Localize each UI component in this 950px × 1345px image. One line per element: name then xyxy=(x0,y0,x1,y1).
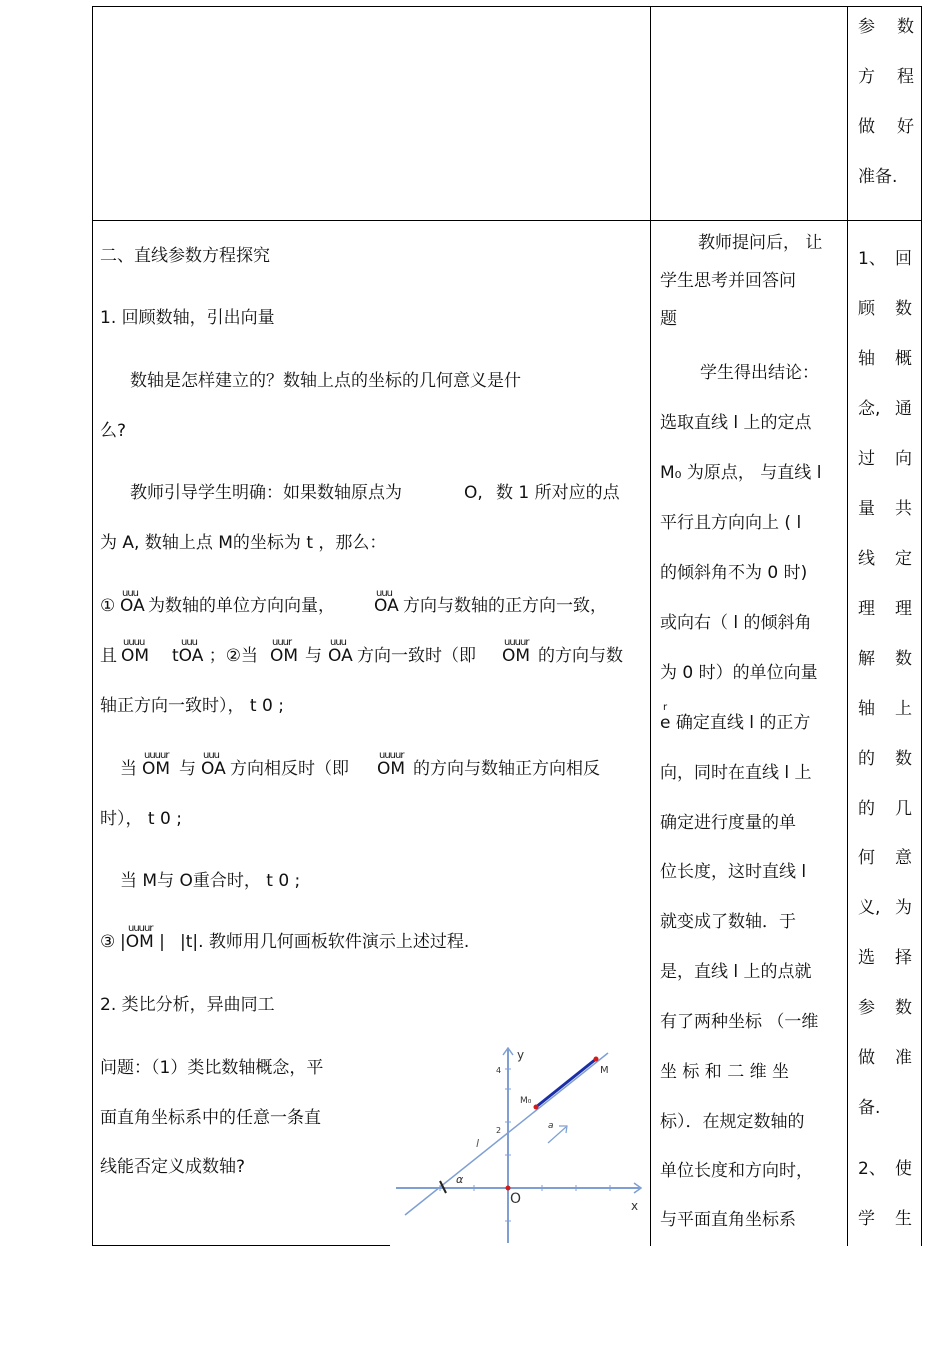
question-line: 数轴是怎样建立的？数轴上点的坐标的几何意义是什 xyxy=(130,371,521,391)
right-col-row: 准 xyxy=(895,1048,912,1068)
table-col-divider-2 xyxy=(847,6,848,1246)
right-col-row: 的 xyxy=(858,799,875,819)
middle-col-line: 或向右（ l 的倾斜角 xyxy=(660,613,812,633)
right-col-row: 2、 xyxy=(858,1159,886,1179)
vector-om: OM xyxy=(121,646,150,666)
subsection-2-heading: 2. 类比分析，异曲同工 xyxy=(100,995,275,1015)
vector-e-mark: r xyxy=(663,702,667,713)
vector-arrow-mark: uuuur xyxy=(128,923,153,934)
middle-col-line: 学生思考并回答问 xyxy=(660,271,796,291)
vector-om: OM xyxy=(377,759,406,779)
right-col-row: 定 xyxy=(895,549,912,569)
problem-line: 问题：（1）类比数轴概念，平 xyxy=(100,1058,324,1078)
vector-om: OM xyxy=(270,646,299,666)
right-col-row: 上 xyxy=(895,699,912,719)
right-col-row: 数 xyxy=(895,299,912,319)
right-col-row: 向 xyxy=(895,449,912,469)
middle-col-line: 向，同时在直线 l 上 xyxy=(660,763,812,783)
problem-line: 线能否定义成数轴? xyxy=(100,1157,246,1177)
origin-label: O xyxy=(510,1191,522,1207)
table-bottom-border xyxy=(92,1245,391,1246)
right-col-row: 理 xyxy=(858,599,875,619)
vector-om: OM xyxy=(502,646,531,666)
axis-ticks xyxy=(440,1069,610,1221)
table-right-border xyxy=(921,6,922,1246)
right-col-row: 数 xyxy=(895,649,912,669)
item-1-text: 轴正方向一致时）， t 0 ; xyxy=(100,696,284,716)
item-2-text: 当 xyxy=(120,759,137,779)
vector-arrow-mark: uuuur xyxy=(144,750,169,761)
right-col-row: 生 xyxy=(895,1209,912,1229)
middle-col-line: 与平面直角坐标系 xyxy=(660,1210,796,1230)
right-col-row: 1、 xyxy=(858,249,886,269)
angle-alpha-label: α xyxy=(456,1173,464,1186)
point-m0-label: M₀ xyxy=(520,1096,532,1106)
point-origin xyxy=(506,1186,511,1191)
middle-col-line: 教师提问后， 让 xyxy=(698,233,823,253)
line-l xyxy=(405,1053,608,1215)
middle-col-line: 单位长度和方向时， xyxy=(660,1161,813,1181)
vector-arrow-mark: uuuu xyxy=(123,637,145,648)
middle-col-line: 选取直线 l 上的定点 xyxy=(660,413,812,433)
right-col-row: 的 xyxy=(858,749,875,769)
table-col-divider-1 xyxy=(650,6,651,1246)
x-axis-label: x xyxy=(631,1199,639,1213)
vector-arrow-mark: uuu xyxy=(181,637,198,648)
guide-line: 数 1 所对应的点 xyxy=(496,483,620,503)
section-title: 二、直线参数方程探究 xyxy=(100,246,270,266)
point-m-label: M xyxy=(600,1065,609,1076)
line-l-label: l xyxy=(476,1137,480,1150)
segment-m0-m xyxy=(536,1059,596,1107)
table-top-border xyxy=(92,6,922,7)
right-col-row: 通 xyxy=(895,399,912,419)
right-col-row: 数 xyxy=(895,998,912,1018)
right-col-row: 何 xyxy=(858,848,875,868)
item-4-text: |t|. 教师用几何画板软件演示上述过程. xyxy=(180,932,470,952)
middle-col-line: M₀ 为原点， 与直线 l xyxy=(660,463,822,483)
middle-col-line: 标）．在规定数轴的 xyxy=(660,1112,805,1132)
right-col-row: 解 xyxy=(858,649,875,669)
table-left-border xyxy=(92,6,93,1246)
right-col-row: 共 xyxy=(895,499,912,519)
right-col-top-text: 准备. xyxy=(858,167,898,187)
item-1-text: 方向一致时（即 xyxy=(357,646,476,666)
table-row-divider xyxy=(92,220,922,221)
item-1-text: 的方向与数 xyxy=(538,646,623,666)
item-1-text: 方向与数轴的正方向一致， xyxy=(403,596,607,616)
vector-a-label: a xyxy=(548,1121,554,1131)
vector-oa: OA xyxy=(120,596,145,616)
right-col-row: 学 xyxy=(858,1209,875,1229)
vector-arrow-mark: uuu xyxy=(203,750,220,761)
vector-om: OM xyxy=(142,759,171,779)
point-m0 xyxy=(534,1105,539,1110)
right-col-row: 参 xyxy=(858,998,875,1018)
vector-oa: OA xyxy=(328,646,353,666)
middle-col-line: 学生得出结论： xyxy=(700,363,819,383)
coordinate-figure xyxy=(390,1025,648,1247)
right-col-row: 轴 xyxy=(858,349,875,369)
right-col-row: 回 xyxy=(895,249,912,269)
item-2-text: 与 xyxy=(179,759,196,779)
right-col-row: 概 xyxy=(895,349,912,369)
item-1-text: 为数轴的单位方向向量， xyxy=(148,596,335,616)
middle-col-line: 是，直线 l 上的点就 xyxy=(660,962,812,982)
guide-line: O, xyxy=(464,483,483,503)
vector-arrow-mark: uuuur xyxy=(379,750,404,761)
vector-oa: OA xyxy=(201,759,226,779)
right-col-row: 为 xyxy=(895,898,912,918)
right-col-row: 念, xyxy=(858,399,881,419)
right-col-row: 顾 xyxy=(858,299,875,319)
right-col-top-text: 做 好 xyxy=(858,117,914,137)
right-col-row: 几 xyxy=(895,799,912,819)
point-m xyxy=(594,1057,599,1062)
problem-line: 面直角坐标系中的任意一条直 xyxy=(100,1108,321,1128)
middle-col-line: e 确定直线 l 的正方 xyxy=(660,713,811,733)
middle-col-line: 题 xyxy=(660,309,677,329)
right-col-row: 义, xyxy=(858,898,881,918)
middle-col-line: 的倾斜角不为 0 时) xyxy=(660,563,808,583)
right-col-row: 过 xyxy=(858,449,875,469)
vector-oa: OA xyxy=(374,596,399,616)
item-1-text: tOA ；②当 xyxy=(172,646,259,666)
vector-arrow-mark: uuu xyxy=(376,588,393,599)
tick-label-4: 4 xyxy=(496,1066,502,1075)
middle-col-line: 位长度，这时直线 l xyxy=(660,862,807,882)
item-4-marker: ③ xyxy=(100,932,116,952)
y-axis-label: y xyxy=(517,1048,525,1062)
subsection-1-heading: 1. 回顾数轴，引出向量 xyxy=(100,308,275,328)
item-1-text: 且 xyxy=(100,646,117,666)
vector-arrow-mark: uuur xyxy=(272,637,292,648)
item-3-text: 当 M与 O重合时， t 0 ; xyxy=(120,871,301,891)
item-1-marker: ① xyxy=(100,596,116,616)
line-diagram xyxy=(390,1025,648,1247)
question-line: 么? xyxy=(100,421,127,441)
guide-line: 为 A, 数轴上点 M的坐标为 t ，那么： xyxy=(100,533,387,553)
item-2-text: 时）， t 0 ; xyxy=(100,809,182,829)
vector-arrow-mark: uuu xyxy=(122,588,139,599)
vector-arrow-mark: uuu xyxy=(330,637,347,648)
right-col-row: 使 xyxy=(895,1159,912,1179)
right-col-top-text: 方 程 xyxy=(858,67,914,87)
right-col-row: 做 xyxy=(858,1048,875,1068)
middle-col-line: 就变成了数轴．于 xyxy=(660,912,796,932)
right-col-top-text: 参 数 xyxy=(858,17,914,37)
right-col-row: 备. xyxy=(858,1098,881,1118)
right-col-row: 数 xyxy=(895,749,912,769)
right-col-row: 理 xyxy=(895,599,912,619)
right-col-row: 量 xyxy=(858,499,875,519)
right-col-row: 择 xyxy=(895,948,912,968)
right-col-row: 线 xyxy=(858,549,875,569)
middle-col-line: 平行且方向向上 ( l xyxy=(660,513,802,533)
middle-col-line: 有了两种坐标 （一维 xyxy=(660,1012,819,1032)
item-2-text: 方向相反时（即 xyxy=(230,759,349,779)
right-col-row: 意 xyxy=(895,848,912,868)
middle-col-line: 为 0 时）的单位向量 xyxy=(660,663,818,683)
vector-om-abs: |OM | xyxy=(120,932,165,952)
item-1-text: 与 xyxy=(305,646,322,666)
middle-col-line: 确定进行度量的单 xyxy=(660,813,796,833)
vector-arrow-mark: uuuur xyxy=(504,637,529,648)
middle-col-line: 坐 标 和 二 维 坐 xyxy=(660,1062,790,1082)
right-col-row: 轴 xyxy=(858,699,875,719)
tick-label-2: 2 xyxy=(496,1126,502,1135)
guide-line: 教师引导学生明确：如果数轴原点为 xyxy=(130,483,402,503)
right-col-row: 选 xyxy=(858,948,875,968)
item-2-text: 的方向与数轴正方向相反 xyxy=(413,759,600,779)
